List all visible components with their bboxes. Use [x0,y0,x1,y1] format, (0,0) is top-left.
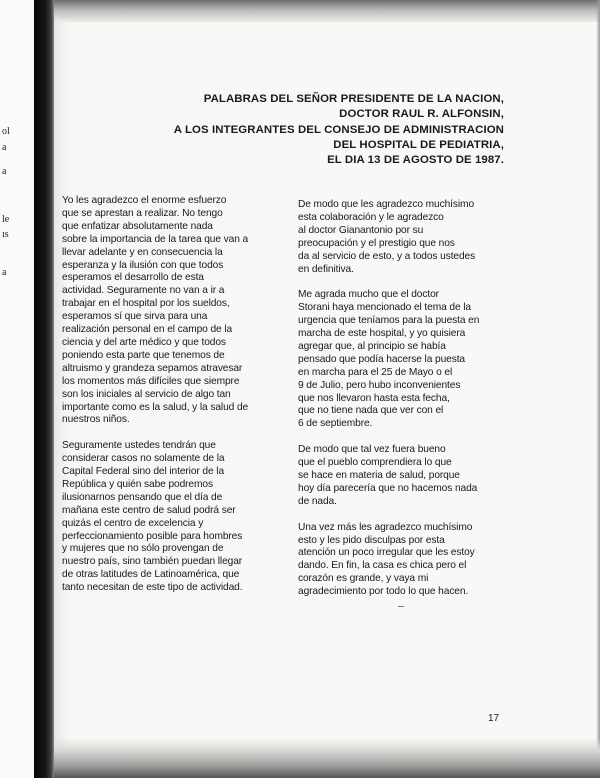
bleed-text: le [2,214,10,225]
text-line: ilusionarnos pensando que el día de [62,491,223,503]
stray-mark [398,606,404,607]
text-line: marcha de este hospital, y yo quisiera [298,328,466,340]
text-line: esto y les pido disculpas por esta [298,534,445,546]
text-line: de otras latitudes de Latinoamérica, que [62,569,240,581]
text-line: De modo que tal vez fuera bueno [298,444,446,456]
text-line: ciencia y del arte médico y que todos [62,336,226,348]
text-line: en marcha para el 25 de Mayo o el [298,366,453,378]
paragraph [62,195,284,427]
text-line: Storani haya mencionado el tema de la [298,302,471,314]
text-line: se hace en materia de salud, porque [298,470,460,481]
speech-heading [144,92,504,168]
paragraph [298,444,508,509]
text-line: da al servicio de esto, y a todos ustedes [298,250,476,262]
text-line: dando. En fin, la casa es chica pero el [298,560,467,572]
text-line: tanto necesitan de este tipo de actividad. [62,582,243,594]
paragraph [298,199,508,276]
text-line: poniendo esta parte que tenemos de [62,349,225,361]
text-line: realización personal en el campo de la [62,324,233,336]
text-line: 6 de septiembre. [298,418,373,430]
text-line: Yo les agradezco el enorme esfuerzo [62,195,227,206]
text-line: República y quién sabe podremos [62,478,213,490]
text-line: esperamos sí que sirva para una [62,311,208,323]
text-line: al doctor Gianantonio por su [298,224,424,236]
paragraph [298,522,508,599]
text-line: que enfatizar absolutamente nada [62,220,213,232]
text-line: en definitiva. [298,263,354,275]
bleed-text: ol [2,126,10,137]
text-line: esperamos el desarrollo de esta [62,272,204,284]
heading-line: PALABRAS DEL SEÑOR PRESIDENTE DE LA NACION, [203,93,504,105]
text-line: hoy día parecería que no hacemos nada [298,482,478,494]
text-line: nuestro país, sino también puedan llegar [62,556,243,568]
text-line: agradecimiento por todo lo que hacen. [298,586,469,598]
text-line: que se aprestan a realizar. No tengo [62,207,223,219]
text-line: trabajar en el hospital por los sueldos, [62,298,230,310]
page-number: 17 [488,713,500,724]
text-line: perfeccionamiento posible para hombres [62,530,243,542]
page-bottom-shadow [54,738,600,778]
text-line: los momentos más difíciles que siempre [62,375,240,387]
heading-line: DOCTOR RAUL R. ALFONSIN, [339,108,504,121]
paragraph [298,289,508,431]
text-line: 9 de Julio, pero hubo inconvenientes [298,379,461,391]
text-line: nuestros niños. [62,414,130,426]
text-line: considerar casos no solamente de la [62,453,225,465]
text-line: Una vez más les agradezco muchísimo [298,521,473,533]
page-right-edge [596,0,600,778]
text-line: Me agrada mucho que el doctor [298,289,439,301]
text-line: De modo que les agradezco muchísimo [298,199,475,210]
text-line: actividad. Seguramente no van a ir a [62,285,225,297]
text-line: agregar que, al principio se había [298,340,446,352]
page-top-shadow [54,0,600,22]
text-line: son los iniciales al servicio de algo tan [62,388,231,400]
text-line: de nada. [298,495,337,507]
book-binding-shadow [34,0,54,778]
text-line: que el pueblo comprendiera lo que [298,457,452,469]
text-line: esperanza y la ilusión con que todos [62,259,224,271]
bleed-text: a [2,166,7,177]
text-line: llevar adelante y en consecuencia la [62,246,223,258]
heading-line: EL DIA 13 DE AGOSTO DE 1987. [327,154,504,167]
text-line: preocupación y el prestigio que nos [298,237,455,249]
text-line: mañana este centro de salud podrá ser [62,504,236,516]
heading-line: DEL HOSPITAL DE PEDIATRIA, [333,138,504,151]
text-line: esta colaboración y le agradezco [298,211,444,223]
left-text-column [62,195,284,608]
bleed-text: a [2,142,7,153]
facing-page-strip [0,0,36,778]
text-line: y mujeres que no sólo provengan de [62,543,224,555]
text-line: Seguramente ustedes tendrán que [62,440,216,452]
text-line: corazón es grande, y vaya mi [298,573,429,585]
heading-line: A LOS INTEGRANTES DEL CONSEJO DE ADMINISTRACION [173,123,504,136]
text-line: importante como es la salud, y la salud de [62,401,249,413]
right-text-column [298,199,508,612]
text-line: sobre la importancia de la tarea que van a [62,233,249,245]
text-line: quizás el centro de excelencia y [62,517,204,529]
text-line: altruismo y grandeza sepamos atravesar [62,362,243,374]
text-line: que no tiene nada que ver con el [298,405,444,417]
text-line: pensado que podía hacerse la puesta [298,353,465,365]
text-line: urgencia que teníamos para la puesta en [298,315,480,327]
paragraph [62,440,284,595]
bleed-text: a [2,267,7,278]
text-line: que nos llevaron hasta esta fecha, [298,392,450,404]
bleed-text: ıs [2,229,9,240]
text-line: Capital Federal sino del interior de la [62,466,225,478]
text-line: atención un poco irregular que les estoy [298,547,475,559]
